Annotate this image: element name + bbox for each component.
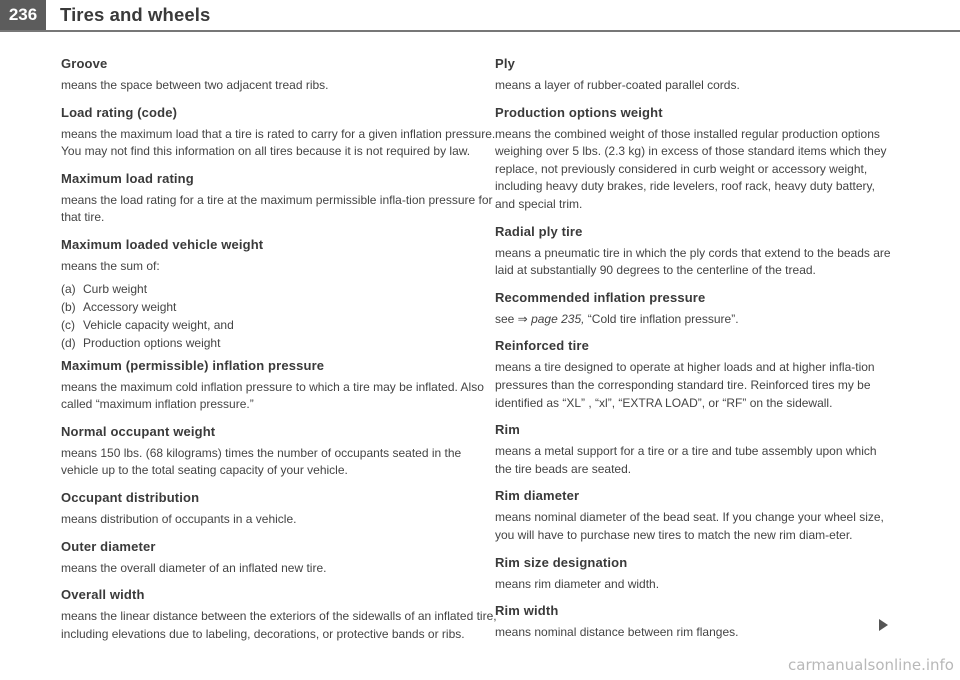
glossary-entry-rim-diameter xyxy=(495,488,895,544)
left-column xyxy=(61,56,497,653)
list-item xyxy=(61,334,497,352)
term-heading: Rim xyxy=(495,422,521,438)
list-marker: (c) xyxy=(61,317,75,332)
term-definition: means 150 lbs. (68 kilograms) times the number of occupants seated in the vehicle up to the total seating capacity of your vehicle. xyxy=(61,445,462,478)
list-text: Accessory weight xyxy=(83,299,177,314)
glossary-entry-reinforced-tire xyxy=(495,338,895,412)
header-rule xyxy=(0,30,960,32)
watermark: carmanualsonline.info xyxy=(788,656,954,674)
glossary-entry-maximum-loaded-vehicle-weight xyxy=(61,237,497,352)
term-heading: Maximum loaded vehicle weight xyxy=(61,236,264,252)
glossary-entry-radial-ply-tire xyxy=(495,224,895,280)
glossary-entry-outer-diameter xyxy=(61,539,497,578)
term-definition xyxy=(495,311,895,329)
term-definition: means the sum of: xyxy=(61,258,160,273)
term-definition: means the overall diameter of an inflated new tire. xyxy=(61,560,327,575)
term-definition: means rim diameter and width. xyxy=(495,576,660,591)
term-definition: means a tire designed to operate at higher loads and at higher infla-tion pressures than the corresponding standard tire. Reinforced tires my be identified as “XL” , “xl”, “EXTRA LOAD”, or “RF” on the sidewall. xyxy=(495,360,875,410)
weight-components-list xyxy=(61,280,497,352)
term-heading: Overall width xyxy=(61,587,145,603)
term-heading: Groove xyxy=(61,56,108,71)
list-item xyxy=(61,280,497,298)
glossary-entry-rim-width xyxy=(495,603,895,642)
list-item xyxy=(61,316,497,334)
term-heading: Normal occupant weight xyxy=(61,423,216,439)
term-heading: Rim width xyxy=(495,603,559,619)
term-definition: means nominal distance between rim flanges. xyxy=(495,625,739,640)
continue-arrow-icon[interactable] xyxy=(879,619,888,631)
right-column xyxy=(495,56,895,652)
section-title: Tires and wheels xyxy=(60,4,211,25)
term-heading: Radial ply tire xyxy=(495,223,583,239)
term-definition: means the space between two adjacent tread ribs. xyxy=(61,78,329,92)
definition-suffix: “Cold tire inflation pressure”. xyxy=(584,311,739,326)
term-heading: Ply xyxy=(495,56,515,71)
list-marker: (a) xyxy=(61,281,76,296)
term-heading: Maximum load rating xyxy=(61,170,194,186)
glossary-entry-rim-size-designation xyxy=(495,555,895,594)
term-heading: Occupant distribution xyxy=(61,489,200,505)
term-definition: means the load rating for a tire at the maximum permissible infla-tion pressure for that tire. xyxy=(61,192,493,225)
glossary-entry-normal-occupant-weight xyxy=(61,424,497,480)
glossary-entry-occupant-distribution xyxy=(61,490,497,529)
term-definition: means nominal diameter of the bead seat. If you change your wheel size, you will have to purchase new tires to match the new rim diam-eter. xyxy=(495,510,884,542)
glossary-entry-ply xyxy=(495,56,895,95)
term-heading: Production options weight xyxy=(495,104,663,120)
list-marker: (b) xyxy=(61,299,76,314)
list-text: Vehicle capacity weight, and xyxy=(83,317,234,332)
list-text: Curb weight xyxy=(83,281,148,296)
term-heading: Maximum (permissible) inflation pressure xyxy=(61,357,325,373)
glossary-entry-maximum-inflation-pressure xyxy=(61,358,497,414)
list-marker: (d) xyxy=(61,335,76,350)
term-definition: means distribution of occupants in a vehicle. xyxy=(61,511,297,526)
term-definition: means the maximum cold inflation pressure to which a tire may be inflated. Also called “maximum inflation pressure.” xyxy=(61,379,484,412)
term-heading: Reinforced tire xyxy=(495,338,589,354)
term-definition: means a layer of rubber-coated parallel cords. xyxy=(495,78,740,92)
list-item xyxy=(61,298,497,316)
list-text: Production options weight xyxy=(83,335,221,350)
page-reference-link[interactable]: page 235, xyxy=(531,311,585,326)
glossary-entry-load-rating-code xyxy=(61,105,497,161)
page-number: 236 xyxy=(0,0,46,30)
glossary-entry-overall-width xyxy=(61,587,497,643)
term-definition: means a pneumatic tire in which the ply cords that extend to the beads are laid at substantially 90 degrees to the centerline of the tread. xyxy=(495,245,891,278)
glossary-entry-recommended-inflation-pressure xyxy=(495,290,895,329)
page-header xyxy=(0,0,960,32)
term-definition: means the combined weight of those installed regular production options weighing over 5 lbs. (2.3 kg) in excess of those standard items which they replace, not previously considered in curb weight or accessory weight, including heavy duty brakes, ride levelers, roof rack, heavy duty battery, and special trim. xyxy=(495,126,887,211)
term-definition: means the maximum load that a tire is rated to carry for a given inflation pressure. You may not find this information on all tires because it is not required by law. xyxy=(61,126,496,159)
glossary-entry-maximum-load-rating xyxy=(61,171,497,227)
term-definition: means the linear distance between the exteriors of the sidewalls of an inflated tire, including elevations due to labeling, decorations, or protective bands or ribs. xyxy=(61,609,497,641)
term-heading: Load rating (code) xyxy=(61,104,178,120)
definition-prefix: see ⇒ xyxy=(495,311,532,326)
glossary-entry-production-options-weight xyxy=(495,105,895,214)
term-heading: Recommended inflation pressure xyxy=(495,289,706,305)
glossary-entry-rim xyxy=(495,422,895,478)
term-heading: Rim size designation xyxy=(495,554,628,570)
term-heading: Rim diameter xyxy=(495,488,580,504)
glossary-entry-groove xyxy=(61,56,497,95)
term-definition: means a metal support for a tire or a tire and tube assembly upon which the tire beads are seated. xyxy=(495,444,877,476)
term-heading: Outer diameter xyxy=(61,538,156,554)
